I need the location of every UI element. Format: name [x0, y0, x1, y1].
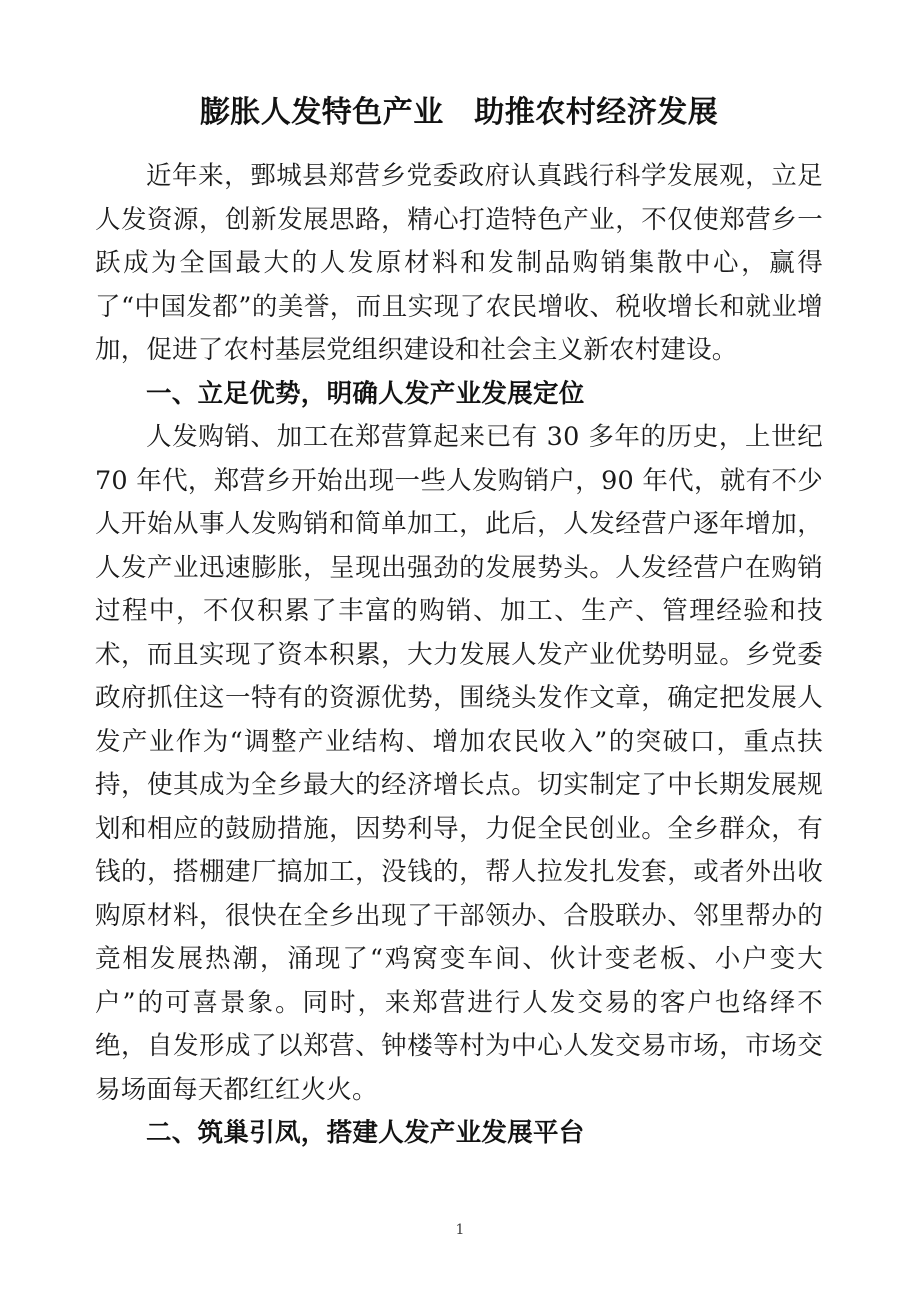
- paragraph-intro: 近年来，鄄城县郑营乡党委政府认真践行科学发展观，立足人发资源，创新发展思路，精心打造特色产业，不仅使郑营乡一跃成为全国最大的人发原材料和发制品购销集散中心，赢得了“中国发都”的美誉，而且实现了农民增收、税收增长和就业增加，促进了农村基层党组织建设和社会主义新农村建设。: [95, 161, 823, 365]
- page-title: 膨胀人发特色产业 助推农村经济发展: [199, 95, 719, 130]
- page-number-footer: 1: [455, 1222, 465, 1238]
- section-heading-two: 二、筑巢引凤，搭建人发产业发展平台: [146, 1118, 585, 1148]
- paragraph-section-one-body: 人发购销、加工在郑营算起来已有 30 多年的历史，上世纪 70 年代，郑营乡开始出现一些人发购销户，90 年代，就有不少人开始从事人发购销和简单加工，此后，人发经营户逐年增加，人发产业迅速膨胀，呈现出强劲的发展势头。人发经营户在购销过程中，不仅积累了丰富的购销、加工、生产、管理经验和技术，而且实现了资本积累，大力发展人发产业优势明显。乡党委政府抓住这一特有的资源优势，围绕头发作文章，确定把发展人发产业作为“调整产业结构、增加农民收入”的突破口，重点扶持，使其成为全乡最大的经济增长点。切实制定了中长期发展规划和相应的鼓励措施，因势利导，力促全民创业。全乡群众，有钱的，搭棚建厂搞加工，没钱的，帮人拉发扎发套，或者外出收购原材料，很快在全乡出现了干部领办、合股联办、邻里帮办的竞相发展热潮，涌现了“鸡窝变车间、伙计变老板、小户变大户”的可喜景象。同时，来郑营进行人发交易的客户也络绎不绝，自发形成了以郑营、钟楼等村为中心人发交易市场，市场交易场面每天都红红火火。: [95, 422, 823, 1105]
- document-text-body: [95, 0, 823, 1156]
- section-heading-one: 一、立足优势，明确人发产业发展定位: [146, 378, 585, 409]
